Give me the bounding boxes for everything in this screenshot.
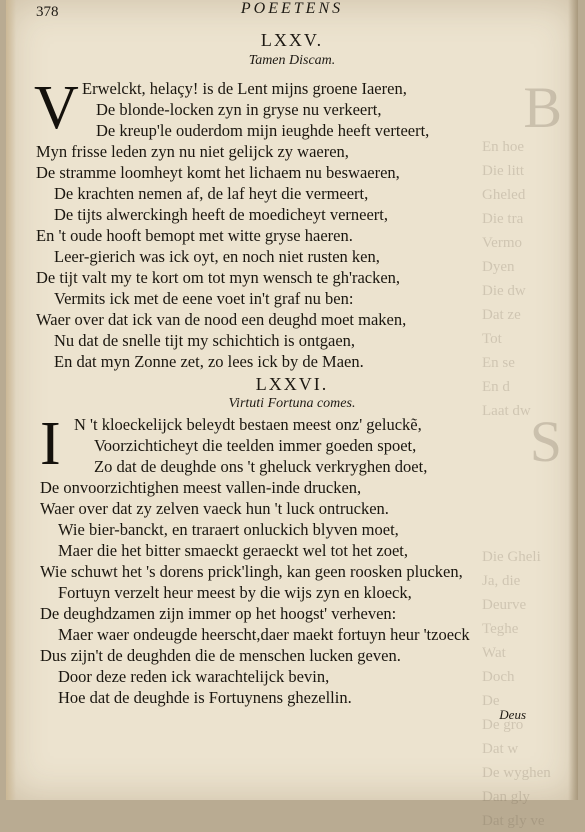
verse-line: De kreup'le ouderdom mijn ieughde heeft verteert, [96,121,430,140]
verse-line: Wie schuwt het 's dorens prick'lingh, kan geen roosken plucken, [40,562,463,581]
verse-line: Voorzichticheyt die teelden immer goeden spoet, [94,436,417,455]
poem-motto: Virtuti Fortuna comes. [228,396,356,411]
poem-number: LXXV. [260,30,324,50]
verse-line: N 't kloeckelijck beleydt bestaen meest onz' geluckẽ, [74,415,422,434]
verse-line: Nu dat de snelle tijt my schichtich is ontgaen, [54,331,356,350]
drop-cap: I [40,410,61,478]
verse-line: Zo dat de deughde ons 't gheluck verkryghen doet, [94,457,428,476]
verse-line: Door deze reden ick warachtelijck bevin, [58,667,330,686]
verse-line: Waer over dat zy zelven vaeck hun 't luck ontrucken. [40,499,389,518]
verse-line: De deughdzamen zijn immer op het hoogst' verheven: [40,604,397,623]
running-head: POEETENS [240,0,344,17]
verse-line: Wie bier-banckt, en traraert onluckich blyven moet, [58,520,399,539]
verse-line: De onvoorzichtighen meest vallen-inde drucken, [40,478,362,497]
verse-line: Myn frisse leden zyn nu niet gelijck zy waeren, [36,142,349,161]
verse-line: Vermits ick met de eene voet in't graf nu ben: [54,289,354,308]
poem-motto: Tamen Discam. [248,53,336,68]
verse-line: Waer over dat ick van de nood een deughd moet maken, [36,310,407,329]
verse-line: Dus zijn't de deughden die de menschen lucken geven. [40,646,401,665]
verse-line: Maer die het bitter smaeckt geraeckt wel tot het zoet, [58,541,409,560]
verse-line: De krachten nemen af, de laf heyt die vermeert, [54,184,369,203]
verse-line: De blonde-locken zyn in gryse nu verkeert, [96,100,382,119]
verse-line: Leer-gierich was ick oyt, en noch niet rusten ken, [54,247,380,266]
page-number: 378 [36,4,59,20]
verse-line: En dat myn Zonne zet, zo lees ick by de Maen. [54,352,364,371]
poem-number: LXXVI. [255,374,329,394]
verse-line: De tijts alwerckingh heeft de moedicheyt verneert, [54,205,388,224]
book-page [6,0,578,829]
catchword: Deus [499,707,526,722]
verse-line: Fortuyn verzelt heur meest by die wijs zyn en kloeck, [58,583,412,602]
verse-line: De tijt valt my te kort om tot myn wensch te gh'racken, [36,268,401,287]
verse-line: Erwelckt, helaçy! is de Lent mijns groene Iaeren, [82,79,407,98]
show-through-letter: S [529,409,562,474]
show-through-letter: B [523,75,562,140]
verse-line: De stramme loomheyt komt het lichaem nu beswaeren, [36,163,400,182]
verse-line: En 't oude hooft bemopt met witte gryse haeren. [36,226,353,245]
drop-cap: V [34,74,79,142]
verse-line: Maer waer ondeugde heerscht,daer maekt fortuyn heur 'tzoeck [58,625,470,644]
show-through-text: En hoe Die litt Gheled Die tra Vermo Dyen Die dw Dat ze Tot En se En d Laat dw Die Gheli Ja, die Deurve Teghe Wat Doch De De gro Dat w De wyghen Dan gly Dat gly ve [482,139,551,829]
verse-line: Hoe dat de deughde is Fortuynens ghezellin. [58,688,352,707]
